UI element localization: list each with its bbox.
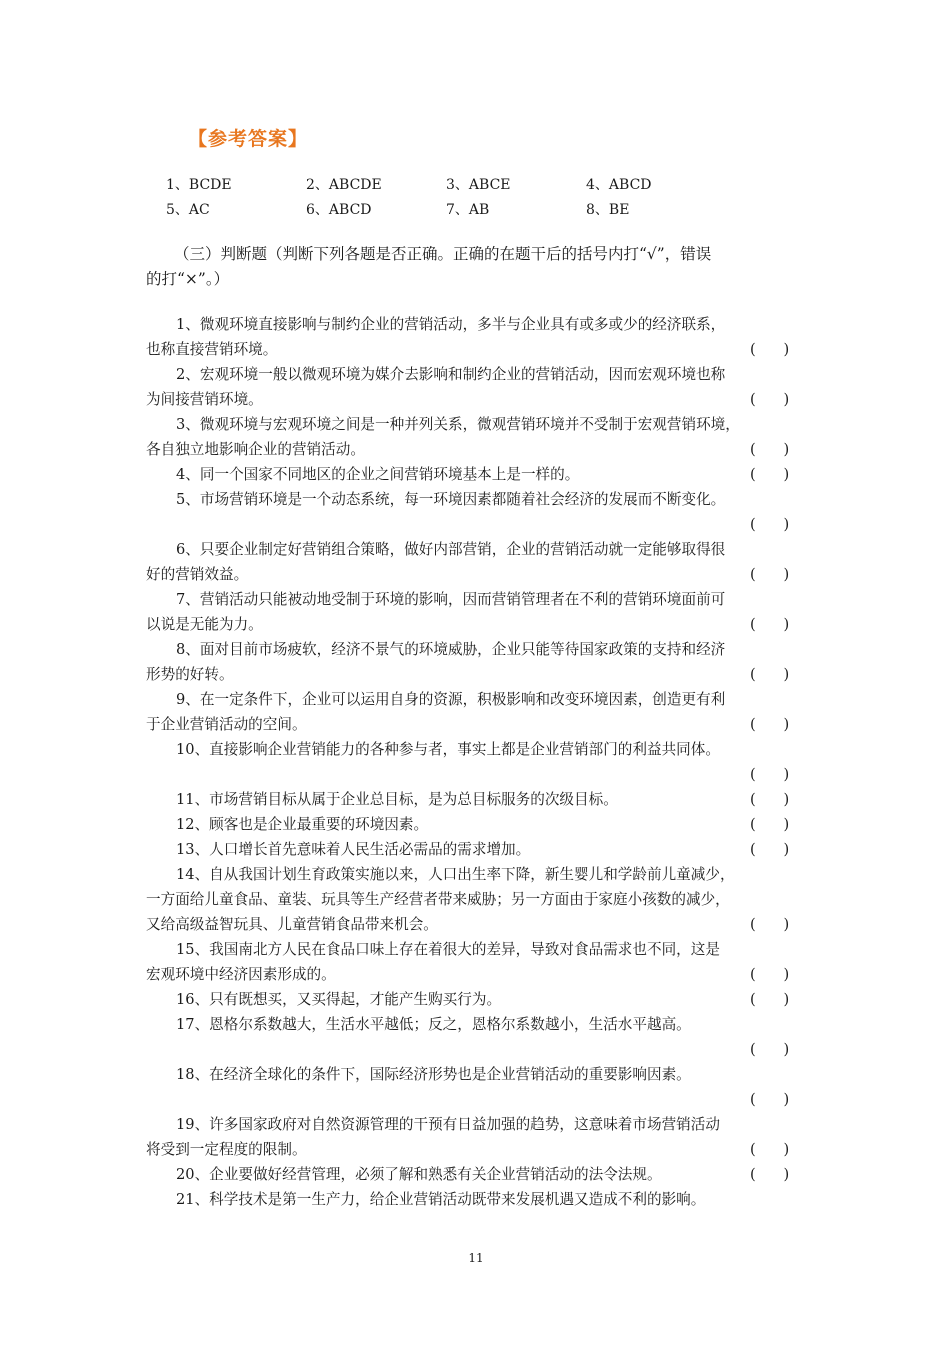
question-line <box>146 1137 808 1162</box>
question-text: 形势的好转。 <box>146 666 234 683</box>
question-line <box>146 787 808 812</box>
answer-bracket: ( ) <box>750 766 790 783</box>
question-item <box>146 312 808 362</box>
question-line <box>146 862 808 887</box>
answer-bracket: ( ) <box>750 441 790 458</box>
section-intro-line: 的打“×”。） <box>146 270 230 288</box>
answer-item: 4、ABCD <box>586 177 652 193</box>
question-line <box>146 662 808 687</box>
question-item <box>146 1012 808 1062</box>
question-line <box>146 837 808 862</box>
answer-bracket: ( ) <box>750 1041 790 1058</box>
question-line <box>146 812 808 837</box>
question-item <box>146 862 808 937</box>
question-line <box>146 337 808 362</box>
question-text: 将受到一定程度的限制。 <box>146 1141 307 1158</box>
question-item <box>146 362 808 412</box>
question-line <box>146 937 808 962</box>
question-text: 于企业营销活动的空间。 <box>146 716 307 733</box>
answer-bracket: ( ) <box>750 816 790 833</box>
answer-row <box>166 198 726 223</box>
question-text: 14、自从我国计划生育政策实施以来，人口出生率下降，新生婴儿和学龄前儿童减少， <box>176 866 735 883</box>
answer-bracket: ( ) <box>750 1166 790 1183</box>
answer-bracket: ( ) <box>750 966 790 983</box>
answer-bracket: ( ) <box>750 841 790 858</box>
question-text: 8、面对目前市场疲软，经济不景气的环境威胁，企业只能等待国家政策的支持和经济 <box>176 641 726 658</box>
question-item <box>146 687 808 737</box>
question-item <box>146 1187 808 1212</box>
question-item <box>146 637 808 687</box>
question-item <box>146 837 808 862</box>
question-text: 为间接营销环境。 <box>146 391 263 408</box>
question-item <box>146 1112 808 1162</box>
question-text: 5、市场营销环境是一个动态系统，每一环境因素都随着社会经济的发展而不断变化。 <box>176 491 726 508</box>
answer-bracket: ( ) <box>750 716 790 733</box>
question-text: 6、只要企业制定好营销组合策略，做好内部营销，企业的营销活动就一定能够取得很 <box>176 541 726 558</box>
answer-bracket: ( ) <box>750 1141 790 1158</box>
question-text: 10、直接影响企业营销能力的各种参与者，事实上都是企业营销部门的利益共同体。 <box>176 741 720 758</box>
question-line <box>146 437 808 462</box>
answer-item: 2、ABCDE <box>306 177 382 193</box>
question-item <box>146 737 808 787</box>
question-line <box>146 912 808 937</box>
answer-item: 8、BE <box>586 202 630 218</box>
question-line <box>146 637 808 662</box>
question-line <box>146 1187 808 1212</box>
question-text: 7、营销活动只能被动地受制于环境的影响，因而营销管理者在不利的营销环境面前可 <box>176 591 726 608</box>
answer-bracket: ( ) <box>750 666 790 683</box>
question-text: 16、只有既想买，又买得起，才能产生购买行为。 <box>176 991 502 1008</box>
question-line <box>146 562 808 587</box>
question-text: 20、企业要做好经营管理，必须了解和熟悉有关企业营销活动的法令法规。 <box>176 1166 662 1183</box>
question-text: 好的营销效益。 <box>146 566 249 583</box>
answer-bracket: ( ) <box>750 791 790 808</box>
question-text: 12、顾客也是企业最重要的环境因素。 <box>176 816 429 833</box>
question-text: 19、许多国家政府对自然资源管理的干预有日益加强的趋势，这意味着市场营销活动 <box>176 1116 720 1133</box>
question-line <box>146 412 808 437</box>
answer-item: 5、AC <box>166 202 210 218</box>
question-item <box>146 787 808 812</box>
question-line <box>146 762 808 787</box>
question-item <box>146 1162 808 1187</box>
section-intro <box>146 242 808 292</box>
question-text: 4、同一个国家不同地区的企业之间营销环境基本上是一样的。 <box>176 466 580 483</box>
question-text: 也称直接营销环境。 <box>146 341 278 358</box>
question-text: 3、微观环境与宏观环境之间是一种并列关系，微观营销环境并不受制于宏观营销环境， <box>176 416 740 433</box>
answer-bracket: ( ) <box>750 916 790 933</box>
question-text: 15、我国南北方人民在食品口味上存在着很大的差异，导致对食品需求也不同，这是 <box>176 941 720 958</box>
question-text: 各自独立地影响企业的营销活动。 <box>146 441 365 458</box>
question-text: 以说是无能为力。 <box>146 616 263 633</box>
question-line <box>146 1012 808 1037</box>
question-item <box>146 587 808 637</box>
question-item <box>146 1062 808 1112</box>
question-line <box>146 587 808 612</box>
question-line <box>146 462 808 487</box>
question-line <box>146 362 808 387</box>
question-line <box>146 1162 808 1187</box>
answer-section-title: 【参考答案】 <box>188 128 309 150</box>
question-text: 又给高级益智玩具、儿童营销食品带来机会。 <box>146 916 438 933</box>
question-line <box>146 612 808 637</box>
question-line <box>146 537 808 562</box>
question-item <box>146 412 808 462</box>
question-text: 宏观环境中经济因素形成的。 <box>146 966 336 983</box>
question-line <box>146 387 808 412</box>
answer-bracket: ( ) <box>750 566 790 583</box>
question-line <box>146 1087 808 1112</box>
question-text: 1、微观环境直接影响与制约企业的营销活动，多半与企业具有或多或少的经济联系， <box>176 316 726 333</box>
question-line <box>146 962 808 987</box>
answer-bracket: ( ) <box>750 466 790 483</box>
question-line <box>146 1037 808 1062</box>
answer-row <box>166 173 726 198</box>
question-line <box>146 1112 808 1137</box>
question-item <box>146 487 808 537</box>
question-line <box>146 487 808 512</box>
question-text: 21、科学技术是第一生产力，给企业营销活动既带来发展机遇又造成不利的影响。 <box>176 1191 706 1208</box>
question-line <box>146 312 808 337</box>
question-item <box>146 937 808 987</box>
question-text: 18、在经济全球化的条件下，国际经济形势也是企业营销活动的重要影响因素。 <box>176 1066 691 1083</box>
question-line <box>146 712 808 737</box>
answer-bracket: ( ) <box>750 516 790 533</box>
question-item <box>146 987 808 1012</box>
answer-bracket: ( ) <box>750 1091 790 1108</box>
question-line <box>146 1062 808 1087</box>
answer-bracket: ( ) <box>750 991 790 1008</box>
question-line <box>146 512 808 537</box>
question-list <box>146 312 808 1212</box>
answer-item: 7、AB <box>446 202 490 218</box>
question-item <box>146 462 808 487</box>
question-line <box>146 987 808 1012</box>
question-item <box>146 537 808 587</box>
question-text: 11、市场营销目标从属于企业总目标，是为总目标服务的次级目标。 <box>176 791 618 808</box>
answer-bracket: ( ) <box>750 616 790 633</box>
question-text: 2、宏观环境一般以微观环境为媒介去影响和制约企业的营销活动，因而宏观环境也称 <box>176 366 726 383</box>
question-item <box>146 812 808 837</box>
section-intro-line: （三）判断题（判断下列各题是否正确。正确的在题干后的括号内打“√”，错误 <box>174 245 712 263</box>
question-line <box>146 687 808 712</box>
page-number: 11 <box>468 1251 484 1265</box>
question-text: 17、恩格尔系数越大，生活水平越低；反之，恩格尔系数越小，生活水平越高。 <box>176 1016 691 1033</box>
question-text: 一方面给儿童食品、童装、玩具等生产经营者带来威胁；另一方面由于家庭小孩数的减少， <box>146 891 730 908</box>
answer-bracket: ( ) <box>750 341 790 358</box>
question-line <box>146 887 808 912</box>
question-text: 13、人口增长首先意味着人民生活必需品的需求增加。 <box>176 841 531 858</box>
answer-item: 3、ABCE <box>446 177 511 193</box>
answer-bracket: ( ) <box>750 391 790 408</box>
question-line <box>146 737 808 762</box>
answer-item: 1、BCDE <box>166 177 232 193</box>
answer-key <box>166 173 726 223</box>
question-text: 9、在一定条件下，企业可以运用自身的资源，积极影响和改变环境因素，创造更有利 <box>176 691 726 708</box>
answer-item: 6、ABCD <box>306 202 372 218</box>
